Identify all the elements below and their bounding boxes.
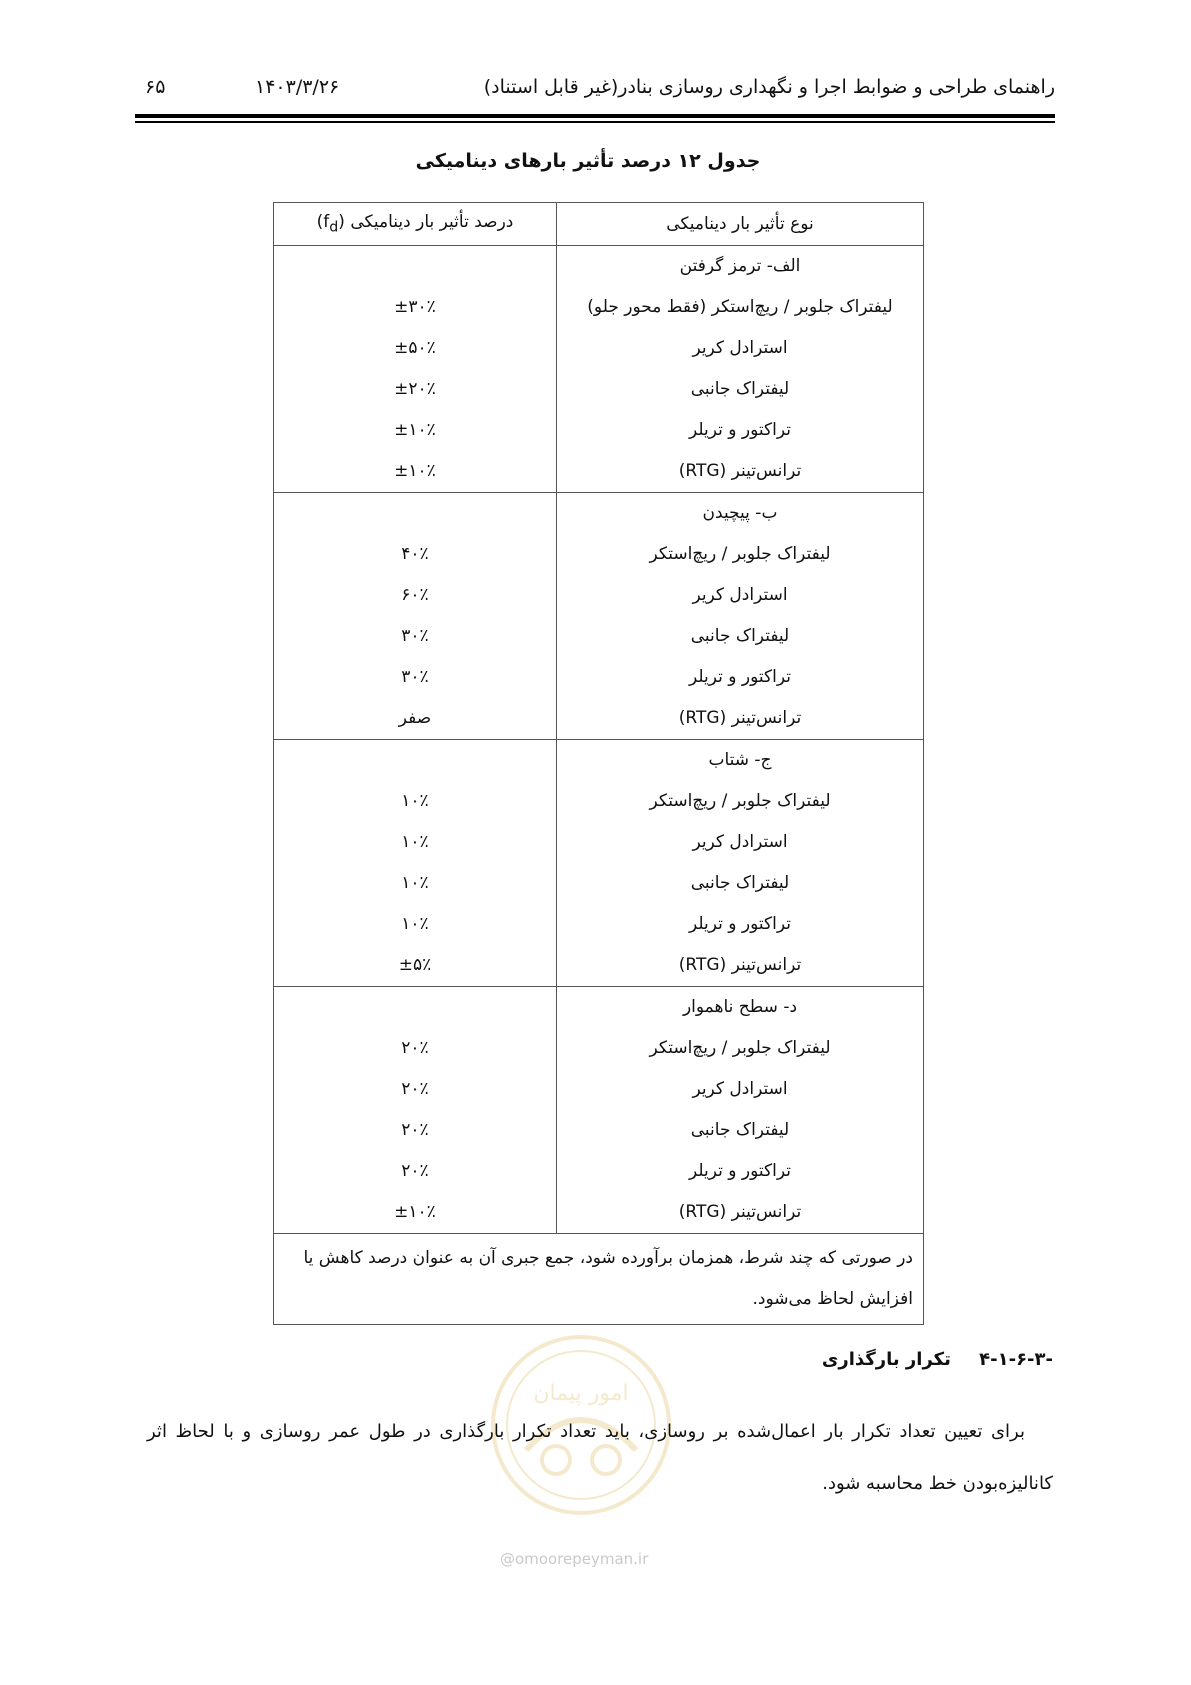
table-header-row — [274, 203, 924, 246]
percent-cell: ±۲۰٪ — [274, 369, 557, 410]
load-type-cell: استرادل کریر — [557, 822, 924, 863]
column-header-type: نوع تأثیر بار دینامیکی — [557, 203, 924, 246]
table-note-row — [274, 1234, 924, 1325]
table-row — [274, 1069, 924, 1110]
group-title: ب- پیچیدن — [557, 493, 924, 535]
document-date: ۱۴۰۳/۳/۲۶ — [255, 76, 340, 98]
table-row — [274, 1151, 924, 1192]
percent-cell: ±۵۰٪ — [274, 328, 557, 369]
table-row — [274, 863, 924, 904]
percent-cell: ۱۰٪ — [274, 904, 557, 945]
load-type-cell: لیفتراک جلوبر / ریچ‌استکر — [557, 781, 924, 822]
section-number: -۴-۱-۶-۳ — [979, 1349, 1053, 1370]
percent-cell: ±۳۰٪ — [274, 287, 557, 328]
percent-cell: ۴۰٪ — [274, 534, 557, 575]
percent-cell: ۱۰٪ — [274, 781, 557, 822]
table-row — [274, 987, 924, 1029]
load-type-cell: لیفتراک جلوبر / ریچ‌استکر — [557, 1028, 924, 1069]
table-row — [274, 781, 924, 822]
table-row — [274, 698, 924, 740]
percent-cell: ۲۰٪ — [274, 1110, 557, 1151]
table-row — [274, 369, 924, 410]
column-header-percent — [274, 203, 557, 246]
percent-cell: ۲۰٪ — [274, 1028, 557, 1069]
load-type-cell: تراکتور و تریلر — [557, 904, 924, 945]
load-type-cell: استرادل کریر — [557, 328, 924, 369]
load-type-cell: لیفتراک جانبی — [557, 616, 924, 657]
table-row — [274, 945, 924, 987]
document-title: راهنمای طراحی و ضوابط اجرا و نگهداری روسازی بنادر(غیر قابل استناد) — [483, 76, 1055, 98]
load-type-cell: ترانس‌تینر (RTG) — [557, 945, 924, 987]
percent-cell: ۲۰٪ — [274, 1069, 557, 1110]
column-header-percent-prefix: درصد تأثیر بار دینامیکی (f — [323, 212, 514, 233]
load-type-cell: ترانس‌تینر (RTG) — [557, 698, 924, 740]
load-type-cell: لیفتراک جلوبر / ریچ‌استکر (فقط محور جلو) — [557, 287, 924, 328]
percent-cell: ۱۰٪ — [274, 863, 557, 904]
group-title: د- سطح ناهموار — [557, 987, 924, 1029]
percent-cell-empty — [274, 246, 557, 288]
percent-cell: ±۱۰٪ — [274, 451, 557, 493]
load-type-cell: لیفتراک جانبی — [557, 863, 924, 904]
table-note: در صورتی که چند شرط، همزمان برآورده شود، جمع جبری آن به عنوان درصد کاهش یا افزایش لحاظ می‌شود. — [274, 1234, 924, 1325]
table-row — [274, 575, 924, 616]
table-row — [274, 740, 924, 782]
percent-cell: ±۱۰٪ — [274, 410, 557, 451]
section-heading — [822, 1349, 1053, 1370]
percent-cell-empty — [274, 987, 557, 1029]
header-rule-thick — [135, 114, 1055, 118]
percent-cell: ۱۰٪ — [274, 822, 557, 863]
section-title: تکرار بارگذاری — [821, 1349, 951, 1370]
percent-cell: ±۵٪ — [274, 945, 557, 987]
percent-cell-empty — [274, 740, 557, 782]
load-type-cell: لیفتراک جانبی — [557, 369, 924, 410]
percent-cell: ۶۰٪ — [274, 575, 557, 616]
load-type-cell: ترانس‌تینر (RTG) — [557, 1192, 924, 1234]
table-row — [274, 246, 924, 288]
table-row — [274, 616, 924, 657]
table-caption: جدول ۱۲ درصد تأثیر بارهای دینامیکی — [415, 150, 761, 172]
table-row — [274, 493, 924, 535]
column-header-percent-sub: d — [329, 219, 339, 236]
table-row — [274, 1110, 924, 1151]
group-title: الف- ترمز گرفتن — [557, 246, 924, 288]
load-type-cell: ترانس‌تینر (RTG) — [557, 451, 924, 493]
header-rule-thin — [135, 121, 1055, 123]
percent-cell-empty — [274, 493, 557, 535]
table-row — [274, 657, 924, 698]
load-type-cell: استرادل کریر — [557, 575, 924, 616]
table-row — [274, 451, 924, 493]
watermark-url: @omoorepeyman.ir — [500, 1550, 649, 1568]
percent-cell: ۳۰٪ — [274, 616, 557, 657]
percent-cell: صفر — [274, 698, 557, 740]
table-row — [274, 822, 924, 863]
load-type-cell: لیفتراک جلوبر / ریچ‌استکر — [557, 534, 924, 575]
table-row — [274, 534, 924, 575]
table-body — [274, 246, 924, 1234]
load-type-cell: تراکتور و تریلر — [557, 657, 924, 698]
load-type-cell: لیفتراک جانبی — [557, 1110, 924, 1151]
table-row — [274, 1192, 924, 1234]
column-header-percent-suffix: ) — [316, 212, 324, 233]
load-type-cell: تراکتور و تریلر — [557, 410, 924, 451]
table-row — [274, 287, 924, 328]
table-row — [274, 328, 924, 369]
percent-cell: ۲۰٪ — [274, 1151, 557, 1192]
load-type-cell: تراکتور و تریلر — [557, 1151, 924, 1192]
percent-cell: ۳۰٪ — [274, 657, 557, 698]
page-number: ۶۵ — [145, 76, 166, 98]
page-header — [135, 76, 1055, 106]
table-row — [274, 904, 924, 945]
group-title: ج- شتاب — [557, 740, 924, 782]
table-row — [274, 410, 924, 451]
dynamic-load-table — [273, 202, 924, 1325]
table-row — [274, 1028, 924, 1069]
section-body-text: برای تعیین تعداد تکرار بار اعمال‌شده بر روسازی، باید تعداد تکرار بارگذاری در طول عمر روسازی و با لحاظ اثر کانالیزه‌بودن خط محاسبه شود. — [147, 1421, 1053, 1494]
watermark-logo-text: امور پیمان — [533, 1381, 629, 1406]
load-type-cell: استرادل کریر — [557, 1069, 924, 1110]
percent-cell: ±۱۰٪ — [274, 1192, 557, 1234]
